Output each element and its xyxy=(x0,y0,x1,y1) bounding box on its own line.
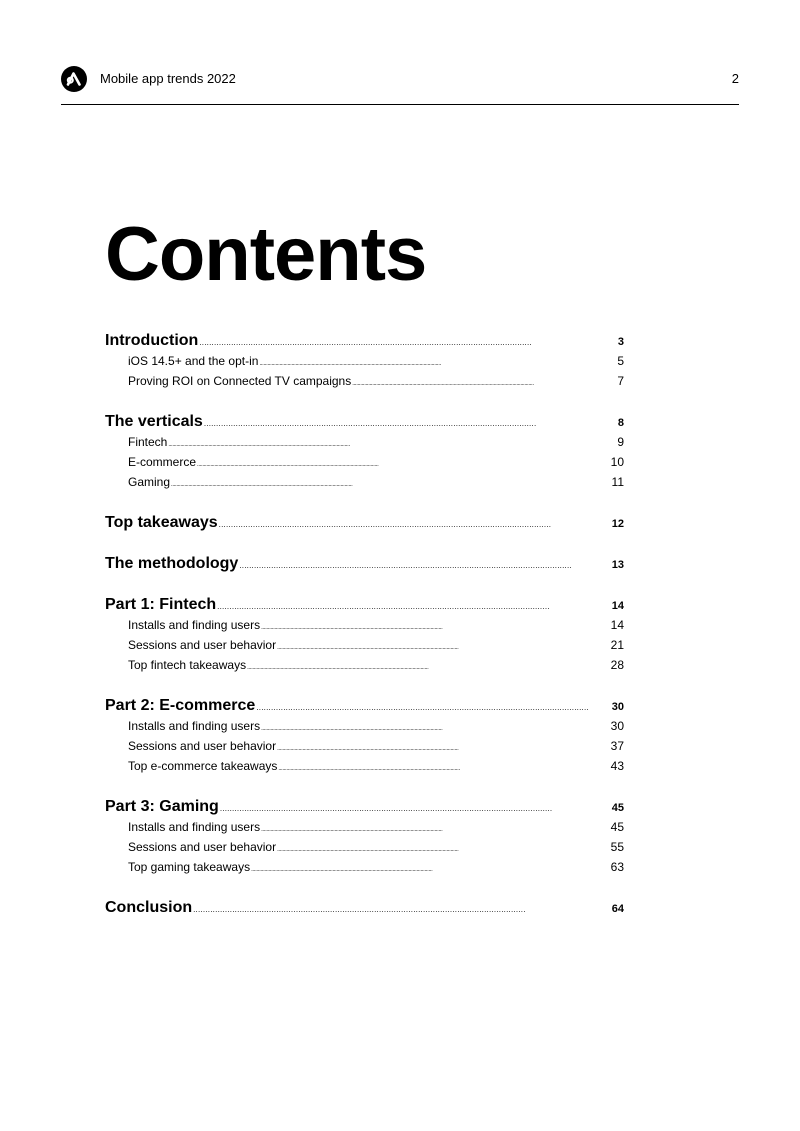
toc-entry-page: 14 xyxy=(611,600,624,612)
toc-main-entry[interactable] xyxy=(105,594,624,615)
toc-sub-entry[interactable] xyxy=(105,837,624,857)
toc-entry-title: Conclusion xyxy=(105,899,193,916)
toc-section xyxy=(105,330,624,391)
toc-entry-title: Installs and finding users xyxy=(128,719,261,733)
document-title: Mobile app trends 2022 xyxy=(100,71,236,86)
toc-section xyxy=(105,594,624,675)
toc-section xyxy=(105,411,624,492)
toc-entry-title: Top fintech takeaways xyxy=(128,658,247,672)
toc-entry-title: Fintech xyxy=(128,435,168,449)
toc-entry-title: Sessions and user behavior xyxy=(128,739,277,753)
toc-entry-title: E-commerce xyxy=(128,455,197,469)
toc-entry-page: 14 xyxy=(610,618,624,632)
toc-entry-title: The methodology xyxy=(105,555,239,572)
toc-entry-title: Gaming xyxy=(128,475,171,489)
toc-entry-page: 45 xyxy=(611,802,624,814)
toc-entry-title: Top gaming takeaways xyxy=(128,860,251,874)
toc-entry-title: Top takeaways xyxy=(105,514,218,531)
dot-leader xyxy=(251,857,610,880)
table-of-contents xyxy=(105,330,624,938)
toc-entry-page: 7 xyxy=(617,374,624,388)
toc-section xyxy=(105,897,624,918)
dot-leader xyxy=(204,411,617,434)
dot-leader xyxy=(193,897,611,920)
toc-sub-entry[interactable] xyxy=(105,857,624,877)
dot-leader xyxy=(352,371,616,394)
toc-entry-page: 55 xyxy=(610,840,624,854)
toc-main-entry[interactable] xyxy=(105,330,624,351)
toc-entry-page: 43 xyxy=(610,759,624,773)
toc-entry-title: Top e-commerce takeaways xyxy=(128,759,278,773)
toc-sub-entry[interactable] xyxy=(105,817,624,837)
toc-entry-title: Part 2: E-commerce xyxy=(105,697,256,714)
toc-main-entry[interactable] xyxy=(105,695,624,716)
toc-sub-entry[interactable] xyxy=(105,615,624,635)
toc-section xyxy=(105,796,624,877)
dot-leader xyxy=(278,756,609,779)
toc-section xyxy=(105,553,624,574)
dot-leader xyxy=(199,330,617,353)
dot-leader xyxy=(219,512,611,535)
toc-entry-title: Sessions and user behavior xyxy=(128,638,277,652)
toc-entry-page: 21 xyxy=(610,638,624,652)
toc-entry-title: Installs and finding users xyxy=(128,820,261,834)
toc-entry-title: Sessions and user behavior xyxy=(128,840,277,854)
toc-sub-entry[interactable] xyxy=(105,635,624,655)
toc-main-entry[interactable] xyxy=(105,512,624,533)
toc-entry-page: 5 xyxy=(617,354,624,368)
toc-entry-page: 9 xyxy=(617,435,624,449)
toc-sub-entry[interactable] xyxy=(105,756,624,776)
page-header xyxy=(61,66,739,94)
page-title: Contents xyxy=(105,212,427,297)
dot-leader xyxy=(171,472,611,495)
toc-entry-page: 30 xyxy=(610,719,624,733)
toc-entry-page: 64 xyxy=(611,903,624,915)
toc-sub-entry[interactable] xyxy=(105,432,624,452)
dot-leader xyxy=(256,695,610,718)
toc-entry-page: 63 xyxy=(610,860,624,874)
toc-entry-page: 37 xyxy=(610,739,624,753)
toc-entry-title: Installs and finding users xyxy=(128,618,261,632)
dot-leader xyxy=(247,655,610,678)
toc-entry-page: 11 xyxy=(611,475,624,489)
toc-entry-title: Proving ROI on Connected TV campaigns xyxy=(128,374,352,388)
dot-leader xyxy=(220,796,611,819)
page-number: 2 xyxy=(731,71,739,86)
toc-sub-entry[interactable] xyxy=(105,351,624,371)
toc-entry-page: 8 xyxy=(617,417,624,429)
adjust-logo-icon xyxy=(61,66,87,92)
toc-sub-entry[interactable] xyxy=(105,736,624,756)
toc-main-entry[interactable] xyxy=(105,897,624,918)
toc-entry-title: The verticals xyxy=(105,413,203,430)
toc-main-entry[interactable] xyxy=(105,553,624,574)
toc-entry-page: 45 xyxy=(610,820,624,834)
toc-entry-page: 28 xyxy=(610,658,624,672)
dot-leader xyxy=(239,553,610,576)
toc-sub-entry[interactable] xyxy=(105,655,624,675)
toc-entry-title: Part 3: Gaming xyxy=(105,798,219,815)
toc-entry-page: 13 xyxy=(611,559,624,571)
toc-entry-page: 3 xyxy=(617,336,624,348)
toc-entry-page: 12 xyxy=(611,518,624,530)
toc-sub-entry[interactable] xyxy=(105,472,624,492)
toc-entry-title: iOS 14.5+ and the opt-in xyxy=(128,354,259,368)
toc-section xyxy=(105,512,624,533)
toc-sub-entry[interactable] xyxy=(105,371,624,391)
toc-main-entry[interactable] xyxy=(105,411,624,432)
toc-sub-entry[interactable] xyxy=(105,716,624,736)
toc-entry-title: Part 1: Fintech xyxy=(105,596,217,613)
toc-entry-title: Introduction xyxy=(105,332,199,349)
toc-main-entry[interactable] xyxy=(105,796,624,817)
toc-entry-page: 30 xyxy=(611,701,624,713)
header-divider xyxy=(61,104,739,105)
toc-section xyxy=(105,695,624,776)
toc-sub-entry[interactable] xyxy=(105,452,624,472)
toc-entry-page: 10 xyxy=(610,455,624,469)
dot-leader xyxy=(217,594,611,617)
